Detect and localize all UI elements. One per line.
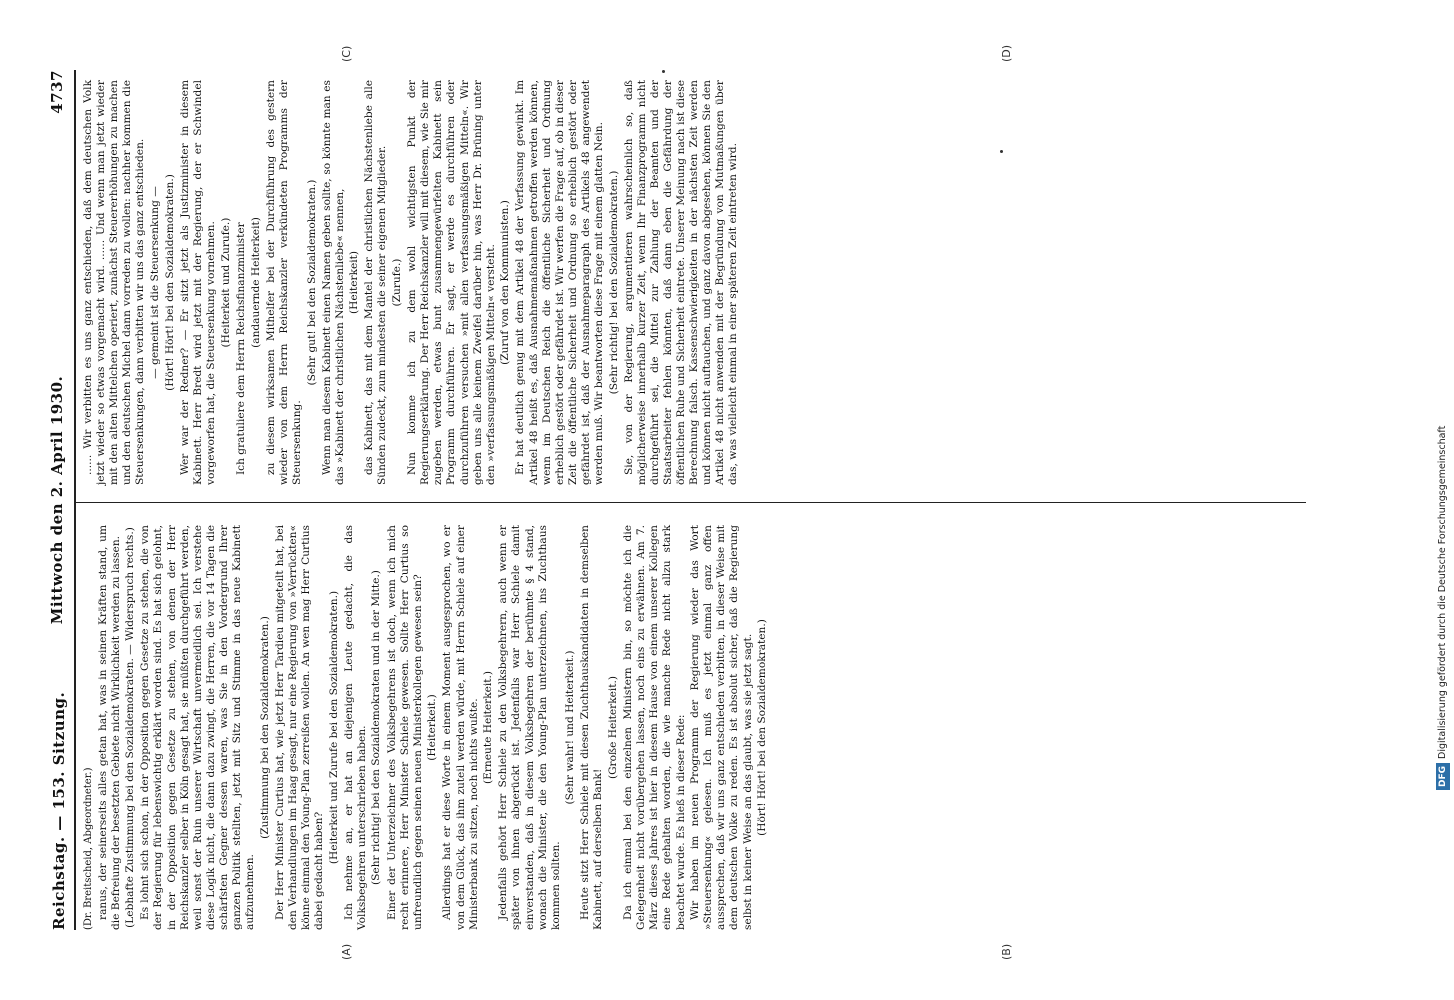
dfg-logo: DFG bbox=[1436, 763, 1450, 790]
page-header bbox=[40, 70, 74, 930]
speech-paragraph: Heute sitzt Herr Schiele mit diesen Zuchthauskandidaten in demselben Kabinett, auf derselben Bank! bbox=[579, 525, 605, 930]
stage-direction: (Zuruf von den Kommunisten.) bbox=[499, 200, 512, 365]
scan-speck bbox=[662, 70, 665, 73]
stage-direction: (andauernde Heiterkeit) bbox=[249, 217, 262, 348]
stage-direction: (Hört! Hört! bei den Sozialdemokraten.) bbox=[756, 619, 769, 836]
speech-paragraph: zu diesem wirksamen Mithelfer bei der Durchführung des gestern wieder von dem Herrn Reichskanzler verkündeten Programms der Steuersenkung. bbox=[264, 80, 303, 485]
stage-direction: (Heiterkeit.) bbox=[426, 694, 439, 761]
stage-direction: (Zurufe.) bbox=[391, 258, 404, 307]
margin-letter-b: (B) bbox=[1000, 943, 1013, 960]
stage-direction: — gemeint ist die Steuersenkung — bbox=[148, 186, 161, 379]
stage-direction: (Hört! Hört! bei den Sozialdemokraten.) bbox=[164, 174, 177, 391]
speech-paragraph: Wenn man diesem Kabinett einen Namen geben sollte, so könnte man es das »Kabinett der christlichen Nächstenliebe« nennen, bbox=[320, 80, 346, 485]
speech-paragraph: Es lohnt sich schon, in der Opposition gegen Gesetze zu stehen, die von der Regierung für lebenswichtig erklärt worden sind. Es hat sich gelohnt, in der Opposition gegen Gesetze zu stehen, von denen der Herr Reichskanzler selber in Köln gesagt hat, sie müßten durchgeführt werden, weil sonst der Ruin unserer Wirtschaft unvermeidlich sei. Ich verstehe diese Logik nicht, die dann dazu zwingt, die Herren, die vor 14 Tagen die schärfsten Gegner dessen waren, was Sie in den Vordergrund Ihrer ganzen Politik stellten, jetzt mit Sitz und Stimme in das neue Kabinett aufzunehmen. bbox=[139, 525, 257, 930]
left-column bbox=[82, 525, 1302, 930]
speech-paragraph: Ich nehme an, er hat an diejenigen Leute gedacht, die das Volksbegehren unterschrieben haben. bbox=[342, 525, 368, 930]
margin-letter-d: (D) bbox=[1000, 44, 1013, 62]
speech-paragraph: ...... Wir verbitten es uns ganz entschieden, daß dem deutschen Volk jetzt wieder so etwas vorgemacht wird. ...... Und wenn man jetzt wieder mit den alten Mittelchen operiert, zunächst Steuererhöhungen zu machen und den deutschen Michel dann vorreden zu wollen: nachher kommen die Steuersenkungen, dann verbitten wir uns das ganz entschieden. bbox=[82, 80, 147, 485]
stage-direction: (Erneute Heiterkeit.) bbox=[482, 670, 495, 785]
stage-direction: (Sehr gut! bei den Sozialdemokraten.) bbox=[305, 179, 318, 386]
speech-paragraph: Einer der Unterzeichner des Volksbegehrens ist doch, wenn ich mich recht erinnere, Herr Minister Schiele gewesen. Sollte Herr Curtius so unfreundlich gegen seinen neuen Ministerkollegen gewesen sein? bbox=[385, 525, 424, 930]
speech-paragraph: das Kabinett, das mit dem Mantel der christlichen Nächstenliebe alle Sünden zudeckt, zum mindesten die seiner eigenen Mitglieder. bbox=[363, 80, 389, 485]
page-number: 4737 bbox=[48, 70, 66, 114]
scan-speck bbox=[1000, 150, 1003, 153]
rotated-page bbox=[40, 44, 1340, 960]
digitization-credit bbox=[1410, 10, 1448, 790]
stage-direction: (Große Heiterkeit.) bbox=[607, 675, 620, 780]
header-rule bbox=[74, 70, 76, 930]
speech-paragraph: Nun komme ich zu dem wohl wichtigsten Punkt der Regierungserklärung. Der Herr Reichskanzler will mit diesem, wie Sie mir zugeben werden, etwas bunt zusammengewürfelten Kabinett sein Programm durchführen. Er sagt, er werde es durchführen oder durchzuführen versuchen »mit allen verfassungsmäßigen Mitteln«. Wir geben uns alle keinem Zweifel darüber hin, was Herr Dr. Brüning unter den »verfassungsmäßigen Mitteln« versteht. bbox=[406, 80, 497, 485]
margin-letter-c: (C) bbox=[340, 45, 353, 62]
stage-direction: (Zustimmung bei den Sozialdemokraten.) bbox=[258, 616, 271, 839]
speech-paragraph: Wir haben im neuen Programm der Regierung wieder das Wort »Steuersenkung« gelesen. Ich muß es jetzt einmal ganz offen aussprechen, daß wir uns ganz entschieden verbitten, in dieser Weise mit dem deutschen Volke zu reden. Es ist absolut sicher, daß die Regierung selbst in keiner Weise an das glaubt, was sie jetzt sagt. bbox=[689, 525, 754, 930]
speech-paragraph: Der Herr Minister Curtius hat, wie jetzt Herr Tardieu mitgeteilt hat, bei den Verhandlungen im Haag gesagt, nur eine Regierung von »Verrückten« könne einmal den Young-Plan zerreißen wollen. An wen mag Herr Curtius dabei gedacht haben? bbox=[273, 525, 326, 930]
column-divider bbox=[76, 502, 1306, 503]
speech-paragraph: Er hat deutlich genug mit dem Artikel 48 der Verfassung gewinkt. Im Artikel 48 heißt es, daß Ausnahmemaßnahmen getroffen werden können, wenn im Deutschen Reich die öffentliche Sicherheit und Ordnung erheblich gestört oder gefährdet ist. Wir werfen die Frage auf, ob in dieser Zeit die öffentliche Sicherheit und Ordnung so erheblich gestört oder gefährdet ist, daß der Ausnahmeparagraph des Artikels 48 angewendet werden muß. Wir beantworten diese Frage mit einem glatten Nein. bbox=[514, 80, 605, 485]
right-column bbox=[82, 80, 1302, 485]
header-date: Mittwoch den 2. April 1930. bbox=[48, 375, 66, 625]
speech-paragraph: Allerdings hat er diese Worte in einem Moment ausgesprochen, wo er von dem Glück, das ihm zuteil werden würde, mit Herrn Schiele auf einer Ministerbank zu sitzen, noch nichts wußte. bbox=[441, 525, 480, 930]
stage-direction: (Sehr richtig! bei den Sozialdemokraten und in der Mitte.) bbox=[370, 570, 383, 885]
stage-direction: (Heiterkeit) bbox=[348, 250, 361, 315]
stage-direction: (Heiterkeit und Zurufe.) bbox=[219, 217, 232, 348]
margin-letter-a: (A) bbox=[340, 943, 353, 960]
stage-direction: (Heiterkeit und Zurufe bei den Sozialdemokraten.) bbox=[327, 590, 340, 865]
speech-paragraph: ranus, der seinerseits alles getan hat, was in seinen Kräften stand, um die Befreiung der besetzten Gebiete nicht Wirklichkeit werden zu lassen. bbox=[96, 525, 122, 930]
stage-direction: (Lebhafte Zustimmung bei den Sozialdemokraten. — Widerspruch rechts.) bbox=[124, 527, 137, 928]
speech-paragraph: Sie, von der Regierung, argumentieren wahrscheinlich so, daß möglicherweise innerhalb kurzer Zeit, wenn Ihr Finanzprogramm nicht durchgeführt sei, die Mittel zur Zahlung der Beamten und der Staatsarbeiter fehlen könnten, daß dann eben die Gefährdung der öffentlichen Ruhe und Sicherheit eintrete. Unserer Meinung nach ist diese Berechnung falsch. Kassenschwierigkeiten in der nächsten Zeit werden und können nicht auftauchen, und ganz davon abgesehen, können Sie den Artikel 48 nicht anwenden mit der Begründung von Mutmaßungen über das, was vielleicht einmal in einer späteren Zeit eintreten wird. bbox=[622, 80, 740, 485]
speech-paragraph: Ich gratuliere dem Herrn Reichsfinanzminister bbox=[235, 222, 248, 475]
credit-text: Digitalisierung gefördert durch die Deutsche Forschungsgemeinschaft bbox=[1437, 425, 1448, 759]
speech-paragraph: Wer war der Redner? — Er sitzt jetzt als Justizminister in diesem Kabinett. Herr Bredt wird jetzt mit der Regierung, der er Schwindel vorgeworfen hat, die Steuersenkung vornehmen. bbox=[179, 80, 218, 485]
header-left: Reichstag. — 153. Sitzung. bbox=[50, 691, 68, 930]
stage-direction: (Sehr wahr! und Heiterkeit.) bbox=[564, 650, 577, 805]
speech-paragraph: Jedenfalls gehört Herr Schiele zu den Volksbegehrern, auch wenn er später von ihnen abgerückt ist. Jedenfalls war Herr Schiele damit einverstanden, daß in diesem Volksbegehren der berühmte § 4 stand, wonach die Minister, die den Young-Plan unterzeichnen, ins Zuchthaus kommen sollten. bbox=[497, 525, 562, 930]
speaker-label: (Dr. Breitscheid, Abgeordneter.) bbox=[83, 767, 94, 930]
stage-direction: (Sehr richtig! bei den Sozialdemokraten.) bbox=[607, 170, 620, 395]
speech-paragraph: Da ich einmal bei den einzelnen Ministern bin, so möchte ich die Gelegenheit nicht vorübergehen lassen, noch eins zu erwähnen. Am 7. März dieses Jahres ist hier in diesem Hause von einem unserer Kollegen eine Rede gehalten worden, die wie manche Rede nicht allzu stark beachtet wurde. Es hieß in dieser Rede: bbox=[622, 525, 687, 930]
